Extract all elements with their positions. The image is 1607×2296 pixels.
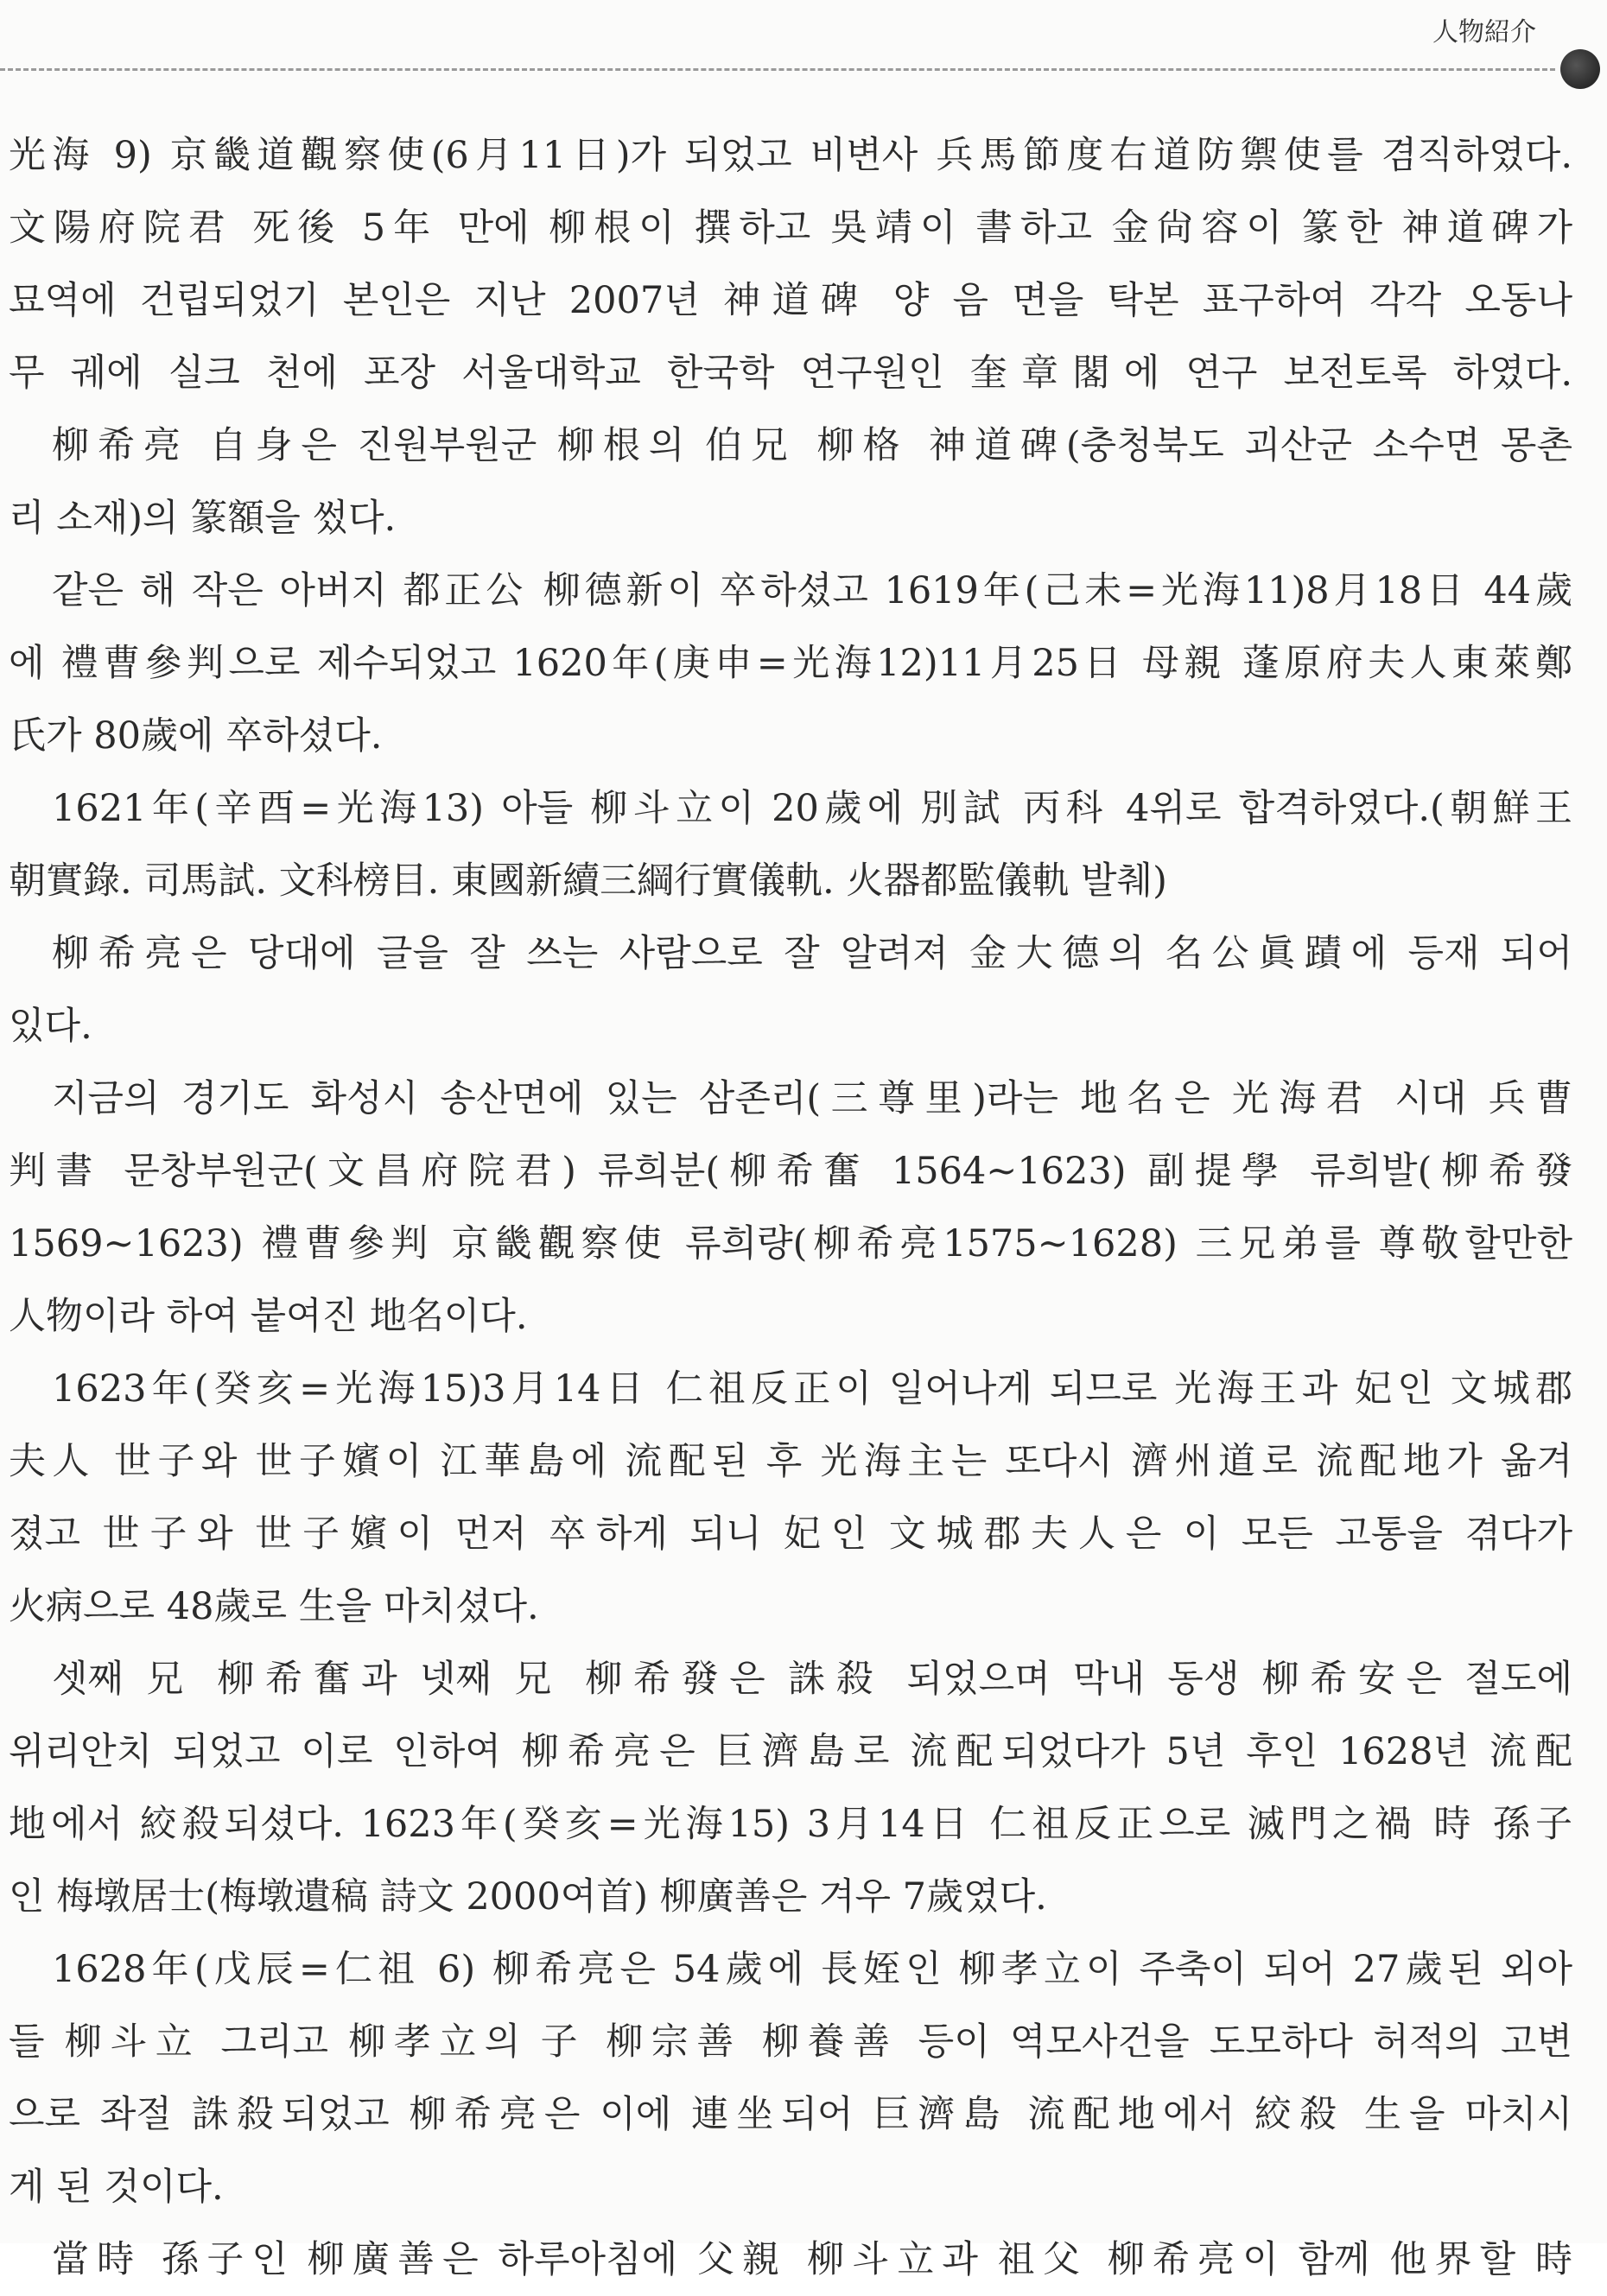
text-line: 게 된 것이다. [9,2166,224,2209]
text-line: 셋째 兄 柳希奮과 넷째 兄 柳希發은 誅殺 되었으며 막내 동생 柳希安은 절도에 [52,1658,1572,1701]
text-line: 무 궤에 실크 천에 포장 서울대학교 한국학 연구원인 奎章閣에 연구 보전토록 하였다. [9,352,1572,395]
text-line: 에 禮曹參判으로 제수되었고 1620年(庚申=光海12)11月25日 母親 蓬原府夫人東萊鄭 [9,642,1572,685]
text-line: 光海 9) 京畿道觀察使(6月11日)가 되었고 비변사 兵馬節度右道防禦使를 겸직하였다. [9,134,1572,177]
running-title: 人物紹介 [1432,17,1536,48]
text-line: 인 梅墩居士(梅墩遺稿 詩文 2000여首) 柳廣善은 겨우 7歲였다. [9,1875,1047,1919]
text-line: 리 소재)의 篆額을 썼다. [9,497,397,540]
text-line: 있다. [9,1005,92,1048]
text-line: 으로 좌절 誅殺되었고 柳希亮은 이에 連坐되어 巨濟島 流配地에서 絞殺 生을 마치시 [9,2093,1572,2136]
paragraph [9,1643,1572,1933]
text-line: 1621年(辛酉=光海13) 아들 柳斗立이 20歲에 別試 丙科 4위로 합격하였다.(朝鮮王 [52,787,1572,830]
paragraph [9,409,1572,555]
text-line: 졌고 世子와 世子嬪이 먼저 卒하게 되니 妃인 文城郡夫人은 이 모든 고통을 겪다가 [9,1513,1572,1556]
text-line: 위리안치 되었고 이로 인하여 柳希亮은 巨濟島로 流配되었다가 5년 후인 1628년 流配 [9,1730,1572,1773]
text-line: 들 柳斗立 그리고 柳孝立의 子 柳宗善 柳養善 등이 역모사건을 도모하다 허적의 고변 [9,2020,1572,2064]
paragraph [9,119,1572,409]
text-line: 火病으로 48歲로 生을 마치셨다. [9,1585,539,1628]
text-line: 朝實錄. 司馬試. 文科榜目. 東國新續三綱行實儀軌. 火器都監儀軌 발췌) [9,859,1167,903]
text-line: 文陽府院君 死後 5年 만에 柳根이 撰하고 吳靖이 書하고 金尙容이 篆한 神道碑가 [9,206,1572,250]
text-line: 1569~1623) 禮曹參判 京畿觀察使 류희량(柳希亮1575~1628) 三兄弟를 尊敬할만한 [9,1222,1572,1265]
text-line: 같은 해 작은 아버지 都正公 柳德新이 卒하셨고 1619年(己未=光海11)8月18日 44歲 [52,569,1572,612]
text-line: 夫人 世子와 世子嬪이 江華島에 流配된 후 光海主는 또다시 濟州道로 流配地가 옮겨 [9,1440,1572,1483]
text-line: 氏가 80歲에 卒하셨다. [9,714,383,758]
paragraph [9,1933,1572,2223]
text-line: 지금의 경기도 화성시 송산면에 있는 삼존리(三尊里)라는 地名은 光海君 시대 兵曹 [52,1077,1572,1120]
paragraph [9,1062,1572,1353]
header-bullet-icon [1560,49,1600,89]
paragraph [9,555,1572,772]
paragraph [9,772,1572,917]
text-line: 判書 문창부원군(文昌府院君) 류희분(柳希奮 1564~1623) 副提學 류희발(柳希發 [9,1150,1572,1193]
body-text [9,119,1572,2296]
paragraph [9,1353,1572,1643]
text-line: 1623年(癸亥=光海15)3月14日 仁祖反正이 일어나게 되므로 光海王과 妃인 文城郡 [52,1367,1572,1411]
header-dashed-rule [0,68,1555,71]
text-line: 柳希亮은 당대에 글을 잘 쓰는 사람으로 잘 알려져 金大德의 名公眞蹟에 등재 되어 [52,932,1572,975]
text-line: 柳希亮 自身은 진원부원군 柳根의 伯兄 柳格 神道碑(충청북도 괴산군 소수면 몽촌 [52,424,1572,467]
text-line: 當時 孫子인 柳廣善은 하루아침에 父親 柳斗立과 祖父 柳希亮이 함께 他界할 時 [52,2238,1572,2281]
text-line: 묘역에 건립되었기 본인은 지난 2007년 神道碑 양 음 면을 탁본 표구하여 각각 오동나 [9,279,1572,322]
text-line: 1628年(戊辰=仁祖 6) 柳希亮은 54歲에 長姪인 柳孝立이 주축이 되어 27歲된 외아 [52,1948,1572,1991]
text-line: 地에서 絞殺되셨다. 1623年(癸亥=光海15) 3月14日 仁祖反正으로 滅門之禍 時 孫子 [9,1803,1572,1846]
paragraph [9,917,1572,1062]
text-line: 人物이라 하여 붙여진 地名이다. [9,1295,528,1338]
page-header [0,0,1607,78]
paragraph [9,2223,1572,2296]
